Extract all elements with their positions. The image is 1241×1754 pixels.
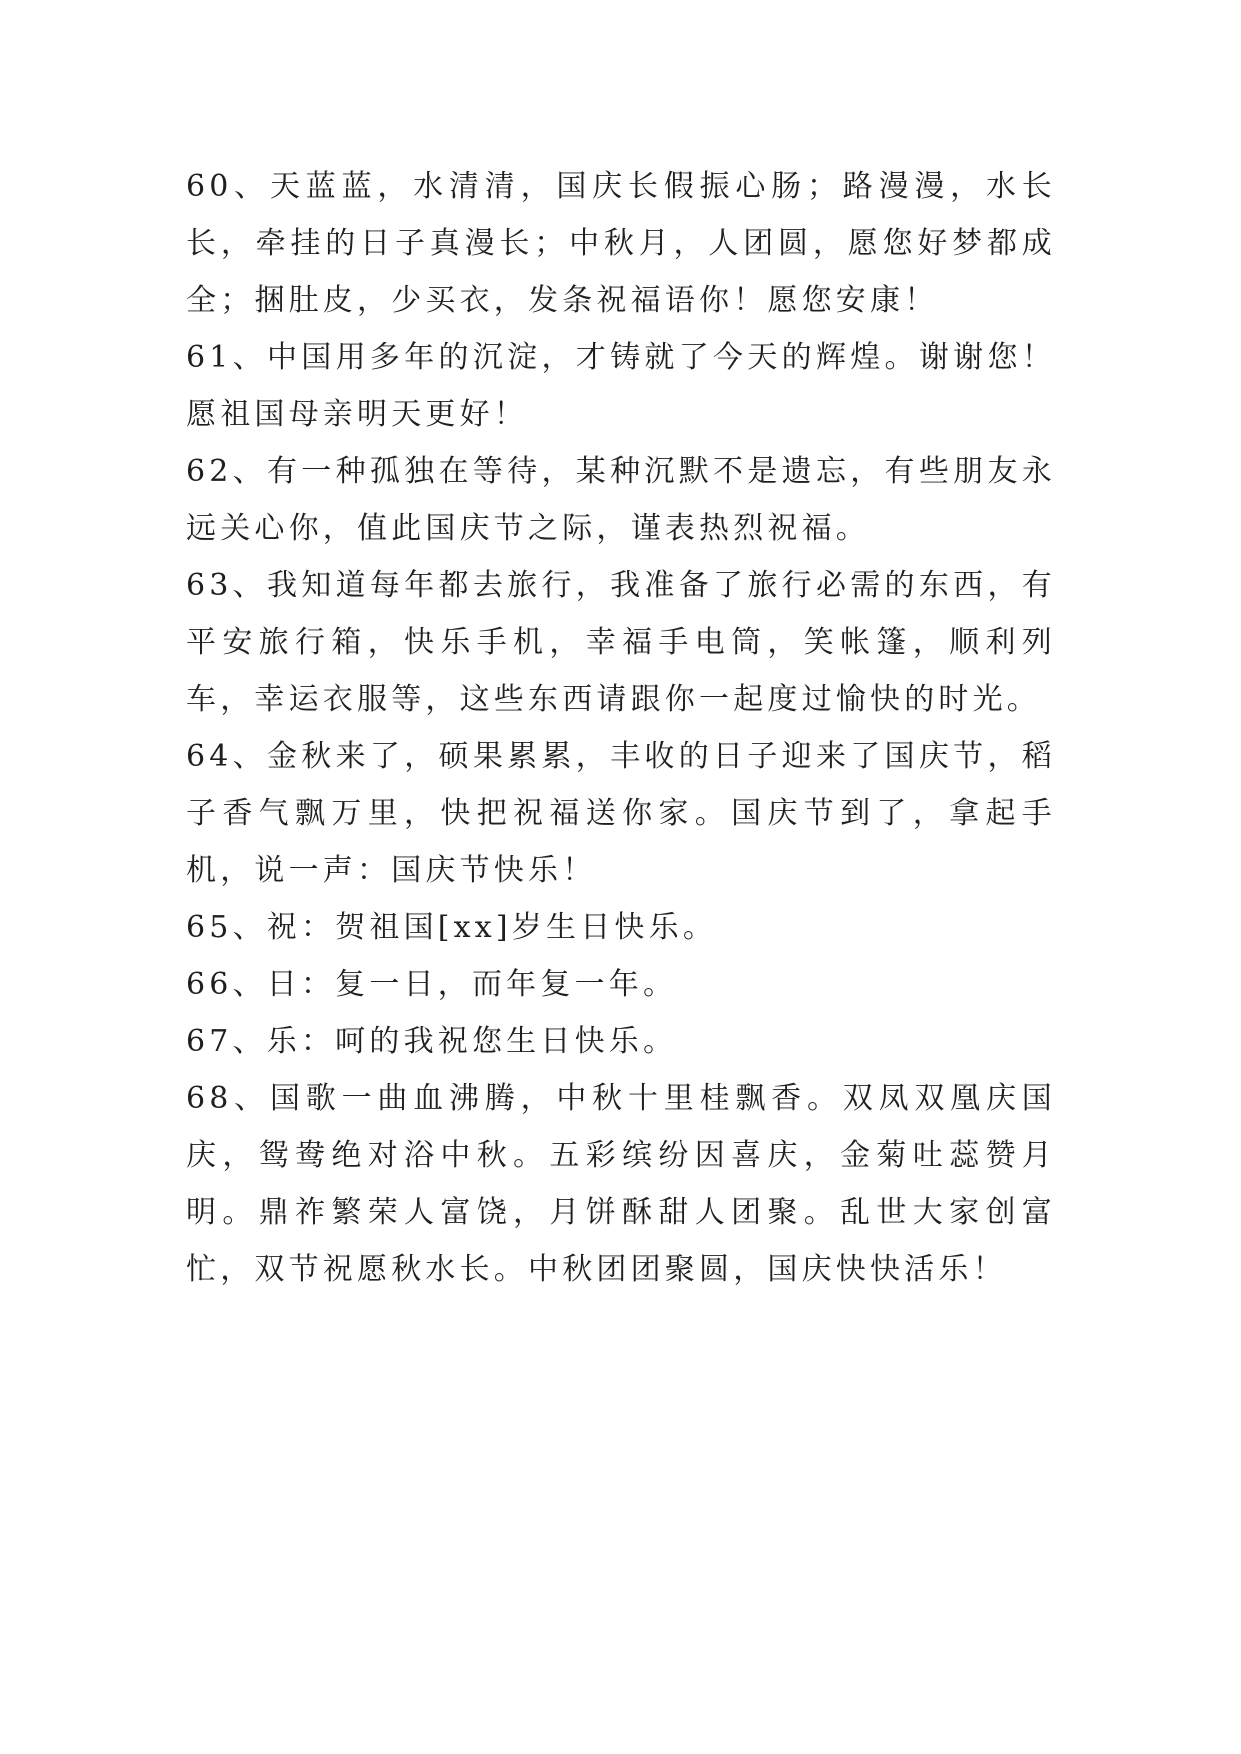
paragraph-66: 66、日：复一日，而年复一年。 [186, 967, 678, 1002]
paragraph-60: 60、天蓝蓝，水清清，国庆长假振心肠；路漫漫，水长长，牵挂的日子真漫长；中秋月，人团圆，愿您好梦都成全；捆肚皮，少买衣，发条祝福语你！愿您安康！ [186, 169, 1056, 318]
paragraph-63: 63、我知道每年都去旅行，我准备了旅行必需的东西，有平安旅行箱，快乐手机，幸福手电筒，笑帐篷，顺利列车，幸运衣服等，这些东西请跟你一起度过愉快的时光。 [186, 568, 1056, 717]
paragraph-62: 62、有一种孤独在等待，某种沉默不是遗忘，有些朋友永远关心你，值此国庆节之际，谨表热烈祝福。 [186, 454, 1056, 546]
document-body [186, 158, 1056, 1298]
paragraph-64: 64、金秋来了，硕果累累，丰收的日子迎来了国庆节，稻子香气飘万里，快把祝福送你家。国庆节到了，拿起手机，说一声：国庆节快乐！ [186, 739, 1056, 888]
paragraph-68: 68、国歌一曲血沸腾，中秋十里桂飘香。双凤双凰庆国庆，鸳鸯绝对浴中秋。五彩缤纷因喜庆，金菊吐蕊赞月明。鼎祚繁荣人富饶，月饼酥甜人团聚。乱世大家创富忙，双节祝愿秋水长。中秋团团聚圆，国庆快快活乐！ [186, 1081, 1056, 1287]
paragraph-67: 67、乐：呵的我祝您生日快乐。 [186, 1024, 678, 1059]
paragraph-61: 61、中国用多年的沉淀，才铸就了今天的辉煌。谢谢您！愿祖国母亲明天更好！ [186, 340, 1056, 432]
paragraph-65: 65、祝：贺祖国[xx]岁生日快乐。 [186, 910, 718, 945]
